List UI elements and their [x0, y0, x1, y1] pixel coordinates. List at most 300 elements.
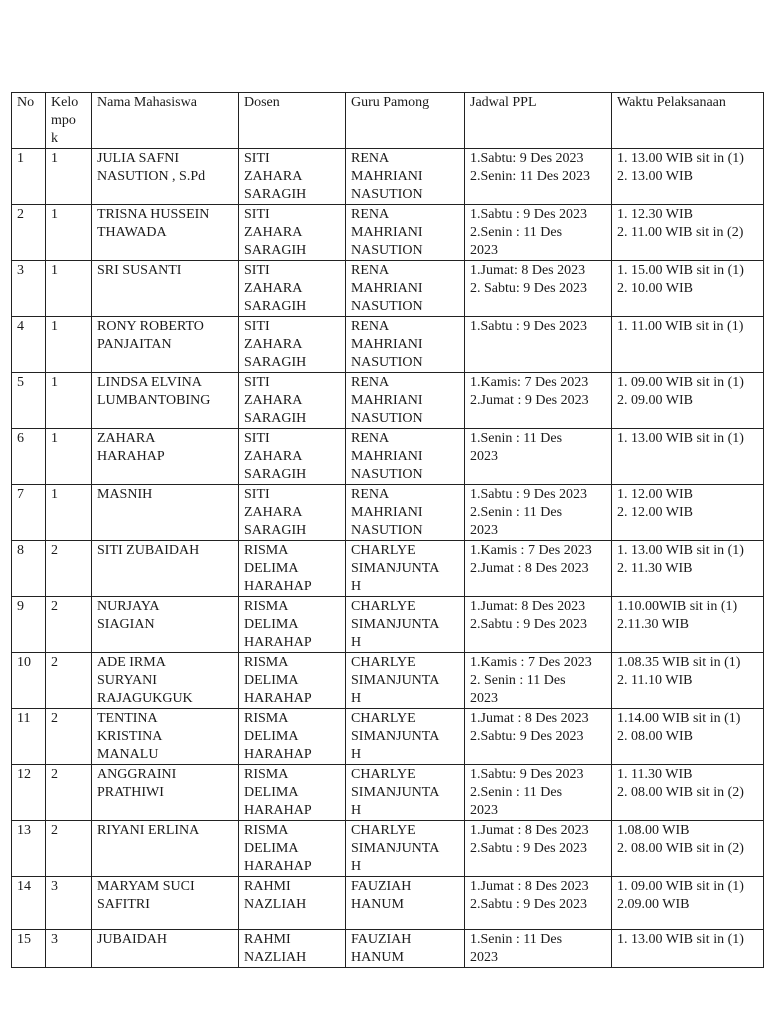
- cell-dosen-line: ZAHARA: [244, 225, 303, 240]
- cell-no-value: 8: [17, 543, 24, 558]
- cell-jadwal-ppl-line: 2.Sabtu : 9 Des 2023: [470, 897, 588, 912]
- cell-kelompok-value: 1: [51, 487, 58, 502]
- cell-no: [12, 709, 46, 765]
- cell-jadwal-ppl-line: 1.Sabtu : 9 Des 2023: [470, 487, 588, 502]
- cell-jadwal-ppl: [465, 541, 612, 597]
- cell-kelompok-value: 3: [51, 879, 58, 894]
- cell-jadwal-ppl-line: 1.Senin : 11 Des: [470, 932, 563, 947]
- cell-no: [12, 149, 46, 205]
- cell-guru-pamong-line: MAHRIANI: [351, 337, 423, 352]
- cell-no: [12, 597, 46, 653]
- cell-nama-mahasiswa-line: TENTINA: [97, 711, 158, 726]
- cell-nama-mahasiswa-line: JUBAIDAH: [97, 932, 167, 947]
- cell-jadwal-ppl-line: 2.Jumat : 8 Des 2023: [470, 561, 589, 576]
- cell-dosen: [239, 541, 346, 597]
- cell-nama-mahasiswa-line: MANALU: [97, 747, 159, 762]
- cell-waktu-pelaksanaan-line: 1. 13.00 WIB sit in (1): [617, 543, 744, 558]
- cell-kelompok: [46, 877, 92, 930]
- cell-guru-pamong-line: H: [351, 803, 362, 818]
- cell-dosen: [239, 261, 346, 317]
- cell-kelompok: [46, 541, 92, 597]
- cell-dosen-line: SARAGIH: [244, 187, 307, 202]
- cell-dosen-line: ZAHARA: [244, 169, 303, 184]
- cell-jadwal-ppl: [465, 429, 612, 485]
- cell-waktu-pelaksanaan: [612, 261, 764, 317]
- cell-waktu-pelaksanaan-line: 2. 11.10 WIB: [617, 673, 693, 688]
- cell-no-value: 5: [17, 375, 24, 390]
- cell-nama-mahasiswa-line: NASUTION , S.Pd: [97, 169, 206, 184]
- header-nama-mahasiswa: Nama Mahasiswa: [92, 93, 239, 149]
- table-row: [12, 485, 764, 541]
- cell-nama-mahasiswa: [92, 317, 239, 373]
- cell-jadwal-ppl-line: 1.Kamis : 7 Des 2023: [470, 543, 592, 558]
- cell-nama-mahasiswa-line: JULIA SAFNI: [97, 151, 180, 166]
- cell-dosen: [239, 709, 346, 765]
- cell-no: [12, 821, 46, 877]
- cell-waktu-pelaksanaan-line: 1. 09.00 WIB sit in (1): [617, 879, 744, 894]
- cell-dosen-line: HARAHAP: [244, 747, 312, 762]
- cell-kelompok: [46, 821, 92, 877]
- cell-kelompok: [46, 205, 92, 261]
- cell-jadwal-ppl-line: 1.Jumat: 8 Des 2023: [470, 263, 586, 278]
- cell-jadwal-ppl: [465, 821, 612, 877]
- cell-dosen-line: SARAGIH: [244, 243, 307, 258]
- cell-nama-mahasiswa-line: PRATHIWI: [97, 785, 164, 800]
- cell-jadwal-ppl: [465, 205, 612, 261]
- cell-jadwal-ppl-line: 2023: [470, 950, 498, 965]
- cell-jadwal-ppl: [465, 597, 612, 653]
- cell-no-value: 15: [17, 932, 31, 947]
- cell-guru-pamong-line: MAHRIANI: [351, 281, 423, 296]
- cell-kelompok-value: 2: [51, 655, 58, 670]
- cell-nama-mahasiswa: [92, 205, 239, 261]
- cell-jadwal-ppl: [465, 653, 612, 709]
- cell-dosen-line: RAHMI: [244, 879, 291, 894]
- ppl-schedule-table: [11, 92, 764, 968]
- cell-waktu-pelaksanaan-line: 1. 09.00 WIB sit in (1): [617, 375, 744, 390]
- table-header: [12, 93, 764, 149]
- cell-guru-pamong-line: CHARLYE: [351, 543, 416, 558]
- cell-kelompok-value: 2: [51, 599, 58, 614]
- cell-dosen-line: SARAGIH: [244, 523, 307, 538]
- cell-nama-mahasiswa: [92, 930, 239, 968]
- cell-no: [12, 429, 46, 485]
- cell-waktu-pelaksanaan-line: 2. 12.00 WIB: [617, 505, 693, 520]
- cell-nama-mahasiswa-line: SIAGIAN: [97, 617, 155, 632]
- cell-kelompok-value: 1: [51, 151, 58, 166]
- cell-waktu-pelaksanaan: [612, 653, 764, 709]
- cell-kelompok-value: 2: [51, 711, 58, 726]
- cell-guru-pamong-line: CHARLYE: [351, 823, 416, 838]
- cell-guru-pamong-line: H: [351, 859, 362, 874]
- cell-jadwal-ppl-line: 1.Sabtu: 9 Des 2023: [470, 767, 584, 782]
- cell-jadwal-ppl: [465, 317, 612, 373]
- cell-no: [12, 765, 46, 821]
- table-row: [12, 261, 764, 317]
- cell-dosen-line: SITI: [244, 207, 270, 222]
- cell-jadwal-ppl-line: 2023: [470, 243, 498, 258]
- cell-dosen-line: SITI: [244, 151, 270, 166]
- cell-kelompok: [46, 709, 92, 765]
- cell-kelompok: [46, 930, 92, 968]
- cell-nama-mahasiswa-line: LUMBANTOBING: [97, 393, 211, 408]
- cell-jadwal-ppl-line: 2.Senin : 11 Des: [470, 505, 563, 520]
- cell-no-value: 1: [17, 151, 24, 166]
- cell-kelompok: [46, 765, 92, 821]
- header-waktu-pelaksanaan: Waktu Pelaksanaan: [612, 93, 764, 149]
- cell-dosen: [239, 821, 346, 877]
- cell-dosen-line: HARAHAP: [244, 691, 312, 706]
- cell-jadwal-ppl-line: 2.Jumat : 9 Des 2023: [470, 393, 589, 408]
- cell-jadwal-ppl-line: 1.Sabtu : 9 Des 2023: [470, 207, 588, 222]
- cell-dosen-line: DELIMA: [244, 785, 299, 800]
- cell-guru-pamong: [346, 877, 465, 930]
- cell-dosen: [239, 597, 346, 653]
- cell-jadwal-ppl-line: 1.Kamis : 7 Des 2023: [470, 655, 592, 670]
- cell-waktu-pelaksanaan-line: 2. 09.00 WIB: [617, 393, 693, 408]
- cell-guru-pamong-line: MAHRIANI: [351, 225, 423, 240]
- cell-guru-pamong-line: NASUTION: [351, 523, 423, 538]
- cell-guru-pamong-line: FAUZIAH: [351, 932, 412, 947]
- cell-jadwal-ppl-line: 2.Sabtu : 9 Des 2023: [470, 841, 588, 856]
- cell-guru-pamong: [346, 597, 465, 653]
- cell-guru-pamong-line: MAHRIANI: [351, 505, 423, 520]
- cell-nama-mahasiswa-line: RIYANI ERLINA: [97, 823, 200, 838]
- cell-nama-mahasiswa-line: KRISTINA: [97, 729, 163, 744]
- cell-kelompok: [46, 429, 92, 485]
- header-row: [12, 93, 764, 149]
- cell-dosen-line: SARAGIH: [244, 467, 307, 482]
- cell-jadwal-ppl-line: 1.Senin : 11 Des: [470, 431, 563, 446]
- cell-nama-mahasiswa-line: PANJAITAN: [97, 337, 172, 352]
- cell-jadwal-ppl: [465, 485, 612, 541]
- cell-no: [12, 205, 46, 261]
- cell-waktu-pelaksanaan-line: 1. 12.00 WIB: [617, 487, 693, 502]
- cell-waktu-pelaksanaan: [612, 765, 764, 821]
- cell-jadwal-ppl-line: 2.Sabtu: 9 Des 2023: [470, 729, 584, 744]
- cell-nama-mahasiswa: [92, 709, 239, 765]
- cell-guru-pamong-line: CHARLYE: [351, 599, 416, 614]
- cell-guru-pamong-line: NASUTION: [351, 243, 423, 258]
- cell-jadwal-ppl-line: 2.Senin : 11 Des: [470, 785, 563, 800]
- cell-guru-pamong-line: H: [351, 579, 362, 594]
- cell-nama-mahasiswa-line: THAWADA: [97, 225, 167, 240]
- cell-jadwal-ppl: [465, 877, 612, 930]
- cell-waktu-pelaksanaan: [612, 149, 764, 205]
- cell-jadwal-ppl-line: 2023: [470, 691, 498, 706]
- cell-jadwal-ppl: [465, 261, 612, 317]
- cell-nama-mahasiswa: [92, 485, 239, 541]
- cell-dosen: [239, 485, 346, 541]
- cell-nama-mahasiswa-line: ADE IRMA: [97, 655, 166, 670]
- table-body: [12, 149, 764, 968]
- cell-guru-pamong-line: FAUZIAH: [351, 879, 412, 894]
- cell-guru-pamong: [346, 653, 465, 709]
- cell-nama-mahasiswa-line: SRI SUSANTI: [97, 263, 182, 278]
- cell-dosen: [239, 205, 346, 261]
- cell-waktu-pelaksanaan-line: 2.09.00 WIB: [617, 897, 690, 912]
- cell-guru-pamong-line: MAHRIANI: [351, 393, 423, 408]
- cell-nama-mahasiswa-line: MARYAM SUCI: [97, 879, 195, 894]
- cell-waktu-pelaksanaan: [612, 373, 764, 429]
- cell-guru-pamong-line: CHARLYE: [351, 767, 416, 782]
- cell-waktu-pelaksanaan-line: 2. 08.00 WIB sit in (2): [617, 841, 744, 856]
- cell-guru-pamong: [346, 149, 465, 205]
- cell-guru-pamong-line: RENA: [351, 263, 390, 278]
- cell-jadwal-ppl-line: 1.Jumat : 8 Des 2023: [470, 823, 589, 838]
- cell-kelompok: [46, 149, 92, 205]
- cell-waktu-pelaksanaan-line: 1.10.00WIB sit in (1): [617, 599, 738, 614]
- cell-guru-pamong-line: SIMANJUNTA: [351, 561, 440, 576]
- cell-waktu-pelaksanaan-line: 1.14.00 WIB sit in (1): [617, 711, 741, 726]
- cell-waktu-pelaksanaan-line: 1. 13.00 WIB sit in (1): [617, 151, 744, 166]
- cell-jadwal-ppl-line: 1.Sabtu: 9 Des 2023: [470, 151, 584, 166]
- cell-dosen-line: DELIMA: [244, 673, 299, 688]
- cell-no: [12, 653, 46, 709]
- cell-waktu-pelaksanaan-line: 1. 13.00 WIB sit in (1): [617, 932, 744, 947]
- cell-waktu-pelaksanaan: [612, 821, 764, 877]
- cell-guru-pamong-line: SIMANJUNTA: [351, 729, 440, 744]
- cell-guru-pamong-line: RENA: [351, 207, 390, 222]
- cell-kelompok-value: 1: [51, 375, 58, 390]
- table-row: [12, 877, 764, 930]
- cell-jadwal-ppl-line: 1.Sabtu : 9 Des 2023: [470, 319, 588, 334]
- cell-jadwal-ppl-line: 2.Senin: 11 Des 2023: [470, 169, 591, 184]
- cell-guru-pamong-line: H: [351, 635, 362, 650]
- cell-dosen: [239, 429, 346, 485]
- cell-jadwal-ppl-line: 1.Jumat : 8 Des 2023: [470, 711, 589, 726]
- cell-nama-mahasiswa: [92, 261, 239, 317]
- table-row: [12, 709, 764, 765]
- cell-dosen: [239, 653, 346, 709]
- cell-nama-mahasiswa: [92, 597, 239, 653]
- cell-guru-pamong: [346, 709, 465, 765]
- cell-nama-mahasiswa: [92, 821, 239, 877]
- cell-waktu-pelaksanaan-line: 2. 11.00 WIB sit in (2): [617, 225, 744, 240]
- cell-jadwal-ppl-line: 2. Sabtu: 9 Des 2023: [470, 281, 588, 296]
- cell-no-value: 14: [17, 879, 31, 894]
- cell-kelompok-value: 1: [51, 319, 58, 334]
- cell-dosen-line: DELIMA: [244, 561, 299, 576]
- cell-waktu-pelaksanaan-line: 1.08.00 WIB: [617, 823, 690, 838]
- cell-nama-mahasiswa-line: RONY ROBERTO: [97, 319, 204, 334]
- header-guru-pamong: Guru Pamong: [346, 93, 465, 149]
- cell-no-value: 13: [17, 823, 31, 838]
- cell-waktu-pelaksanaan-line: 1. 11.00 WIB sit in (1): [617, 319, 744, 334]
- cell-waktu-pelaksanaan: [612, 930, 764, 968]
- cell-no-value: 3: [17, 263, 24, 278]
- cell-kelompok: [46, 317, 92, 373]
- cell-nama-mahasiswa-line: SURYANI: [97, 673, 157, 688]
- cell-nama-mahasiswa: [92, 373, 239, 429]
- cell-no: [12, 373, 46, 429]
- cell-no: [12, 485, 46, 541]
- cell-nama-mahasiswa-line: SITI ZUBAIDAH: [97, 543, 200, 558]
- cell-dosen-line: DELIMA: [244, 617, 299, 632]
- cell-dosen-line: HARAHAP: [244, 803, 312, 818]
- cell-guru-pamong: [346, 205, 465, 261]
- cell-jadwal-ppl-line: 2.Senin : 11 Des: [470, 225, 563, 240]
- cell-nama-mahasiswa: [92, 429, 239, 485]
- cell-guru-pamong-line: NASUTION: [351, 187, 423, 202]
- cell-kelompok-value: 2: [51, 823, 58, 838]
- cell-no-value: 12: [17, 767, 31, 782]
- cell-dosen-line: HARAHAP: [244, 859, 312, 874]
- cell-dosen-line: RISMA: [244, 823, 289, 838]
- cell-guru-pamong: [346, 485, 465, 541]
- cell-dosen: [239, 373, 346, 429]
- cell-waktu-pelaksanaan-line: 2. 11.30 WIB: [617, 561, 693, 576]
- cell-nama-mahasiswa: [92, 653, 239, 709]
- cell-no-value: 2: [17, 207, 24, 222]
- cell-guru-pamong-line: CHARLYE: [351, 711, 416, 726]
- cell-no: [12, 261, 46, 317]
- cell-waktu-pelaksanaan-line: 1.08.35 WIB sit in (1): [617, 655, 741, 670]
- cell-dosen-line: NAZLIAH: [244, 950, 307, 965]
- cell-no-value: 4: [17, 319, 24, 334]
- cell-no-value: 7: [17, 487, 24, 502]
- cell-kelompok-value: 1: [51, 207, 58, 222]
- cell-no-value: 10: [17, 655, 31, 670]
- cell-jadwal-ppl: [465, 373, 612, 429]
- cell-waktu-pelaksanaan: [612, 317, 764, 373]
- cell-waktu-pelaksanaan-line: 1. 12.30 WIB: [617, 207, 693, 222]
- cell-jadwal-ppl-line: 1.Jumat: 8 Des 2023: [470, 599, 586, 614]
- cell-waktu-pelaksanaan: [612, 205, 764, 261]
- cell-nama-mahasiswa: [92, 877, 239, 930]
- cell-jadwal-ppl-line: 2023: [470, 523, 498, 538]
- cell-waktu-pelaksanaan-line: 2. 08.00 WIB sit in (2): [617, 785, 744, 800]
- cell-no: [12, 877, 46, 930]
- cell-waktu-pelaksanaan: [612, 541, 764, 597]
- cell-dosen: [239, 877, 346, 930]
- cell-jadwal-ppl-line: 2023: [470, 449, 498, 464]
- cell-jadwal-ppl-line: 1.Jumat : 8 Des 2023: [470, 879, 589, 894]
- cell-jadwal-ppl: [465, 709, 612, 765]
- cell-dosen-line: HARAHAP: [244, 635, 312, 650]
- cell-waktu-pelaksanaan-line: 1. 13.00 WIB sit in (1): [617, 431, 744, 446]
- cell-waktu-pelaksanaan: [612, 709, 764, 765]
- cell-dosen-line: SARAGIH: [244, 411, 307, 426]
- cell-waktu-pelaksanaan: [612, 429, 764, 485]
- cell-guru-pamong-line: NASUTION: [351, 355, 423, 370]
- cell-waktu-pelaksanaan: [612, 877, 764, 930]
- cell-nama-mahasiswa-line: NURJAYA: [97, 599, 160, 614]
- cell-waktu-pelaksanaan: [612, 485, 764, 541]
- cell-jadwal-ppl-line: 1.Kamis: 7 Des 2023: [470, 375, 589, 390]
- cell-kelompok-value: 2: [51, 543, 58, 558]
- cell-guru-pamong-line: SIMANJUNTA: [351, 673, 440, 688]
- cell-guru-pamong-line: MAHRIANI: [351, 169, 423, 184]
- cell-guru-pamong-line: NASUTION: [351, 467, 423, 482]
- cell-dosen-line: RISMA: [244, 543, 289, 558]
- cell-nama-mahasiswa-line: TRISNA HUSSEIN: [97, 207, 210, 222]
- cell-no-value: 9: [17, 599, 24, 614]
- cell-guru-pamong: [346, 821, 465, 877]
- table-row: [12, 821, 764, 877]
- cell-guru-pamong-line: H: [351, 691, 362, 706]
- cell-jadwal-ppl: [465, 765, 612, 821]
- cell-kelompok: [46, 485, 92, 541]
- cell-dosen-line: SITI: [244, 431, 270, 446]
- cell-dosen-line: SITI: [244, 263, 270, 278]
- cell-waktu-pelaksanaan-line: 2. 08.00 WIB: [617, 729, 693, 744]
- cell-dosen: [239, 930, 346, 968]
- cell-dosen: [239, 765, 346, 821]
- cell-jadwal-ppl-line: 2023: [470, 803, 498, 818]
- cell-waktu-pelaksanaan-line: 2. 13.00 WIB: [617, 169, 693, 184]
- cell-kelompok-value: 3: [51, 932, 58, 947]
- cell-waktu-pelaksanaan-line: 1. 11.30 WIB: [617, 767, 693, 782]
- cell-dosen-line: ZAHARA: [244, 281, 303, 296]
- table-row: [12, 653, 764, 709]
- table-row: [12, 429, 764, 485]
- cell-guru-pamong-line: NASUTION: [351, 411, 423, 426]
- cell-guru-pamong: [346, 930, 465, 968]
- table-row: [12, 597, 764, 653]
- cell-dosen: [239, 317, 346, 373]
- table-row: [12, 765, 764, 821]
- cell-dosen-line: ZAHARA: [244, 505, 303, 520]
- cell-dosen-line: RISMA: [244, 655, 289, 670]
- cell-dosen-line: SITI: [244, 319, 270, 334]
- cell-guru-pamong-line: SIMANJUNTA: [351, 841, 440, 856]
- cell-guru-pamong-line: HANUM: [351, 897, 404, 912]
- cell-waktu-pelaksanaan-line: 1. 15.00 WIB sit in (1): [617, 263, 744, 278]
- cell-nama-mahasiswa-line: ZAHARA: [97, 431, 156, 446]
- cell-no: [12, 930, 46, 968]
- cell-dosen-line: HARAHAP: [244, 579, 312, 594]
- cell-dosen-line: ZAHARA: [244, 393, 303, 408]
- cell-dosen-line: DELIMA: [244, 841, 299, 856]
- table-row: [12, 149, 764, 205]
- cell-dosen-line: NAZLIAH: [244, 897, 307, 912]
- cell-nama-mahasiswa-line: RAJAGUKGUK: [97, 691, 193, 706]
- cell-guru-pamong-line: SIMANJUNTA: [351, 617, 440, 632]
- cell-dosen-line: SITI: [244, 487, 270, 502]
- cell-kelompok-value: 1: [51, 431, 58, 446]
- cell-kelompok: [46, 653, 92, 709]
- cell-guru-pamong-line: HANUM: [351, 950, 404, 965]
- cell-kelompok-value: 2: [51, 767, 58, 782]
- cell-dosen-line: SARAGIH: [244, 355, 307, 370]
- cell-jadwal-ppl-line: 2.Sabtu : 9 Des 2023: [470, 617, 588, 632]
- cell-kelompok: [46, 597, 92, 653]
- cell-nama-mahasiswa: [92, 149, 239, 205]
- cell-kelompok: [46, 373, 92, 429]
- cell-guru-pamong-line: MAHRIANI: [351, 449, 423, 464]
- cell-guru-pamong: [346, 765, 465, 821]
- header-jadwal-ppl: Jadwal PPL: [465, 93, 612, 149]
- cell-dosen-line: RAHMI: [244, 932, 291, 947]
- cell-dosen-line: RISMA: [244, 599, 289, 614]
- cell-dosen: [239, 149, 346, 205]
- cell-dosen-line: SARAGIH: [244, 299, 307, 314]
- cell-guru-pamong-line: CHARLYE: [351, 655, 416, 670]
- cell-jadwal-ppl: [465, 149, 612, 205]
- cell-guru-pamong-line: RENA: [351, 431, 390, 446]
- header-dosen: Dosen: [239, 93, 346, 149]
- cell-guru-pamong-line: RENA: [351, 487, 390, 502]
- cell-guru-pamong-line: RENA: [351, 375, 390, 390]
- cell-no: [12, 541, 46, 597]
- cell-waktu-pelaksanaan-line: 2. 10.00 WIB: [617, 281, 693, 296]
- cell-nama-mahasiswa-line: MASNIH: [97, 487, 153, 502]
- cell-guru-pamong-line: RENA: [351, 151, 390, 166]
- cell-dosen-line: DELIMA: [244, 729, 299, 744]
- cell-guru-pamong: [346, 317, 465, 373]
- header-no: No: [12, 93, 46, 149]
